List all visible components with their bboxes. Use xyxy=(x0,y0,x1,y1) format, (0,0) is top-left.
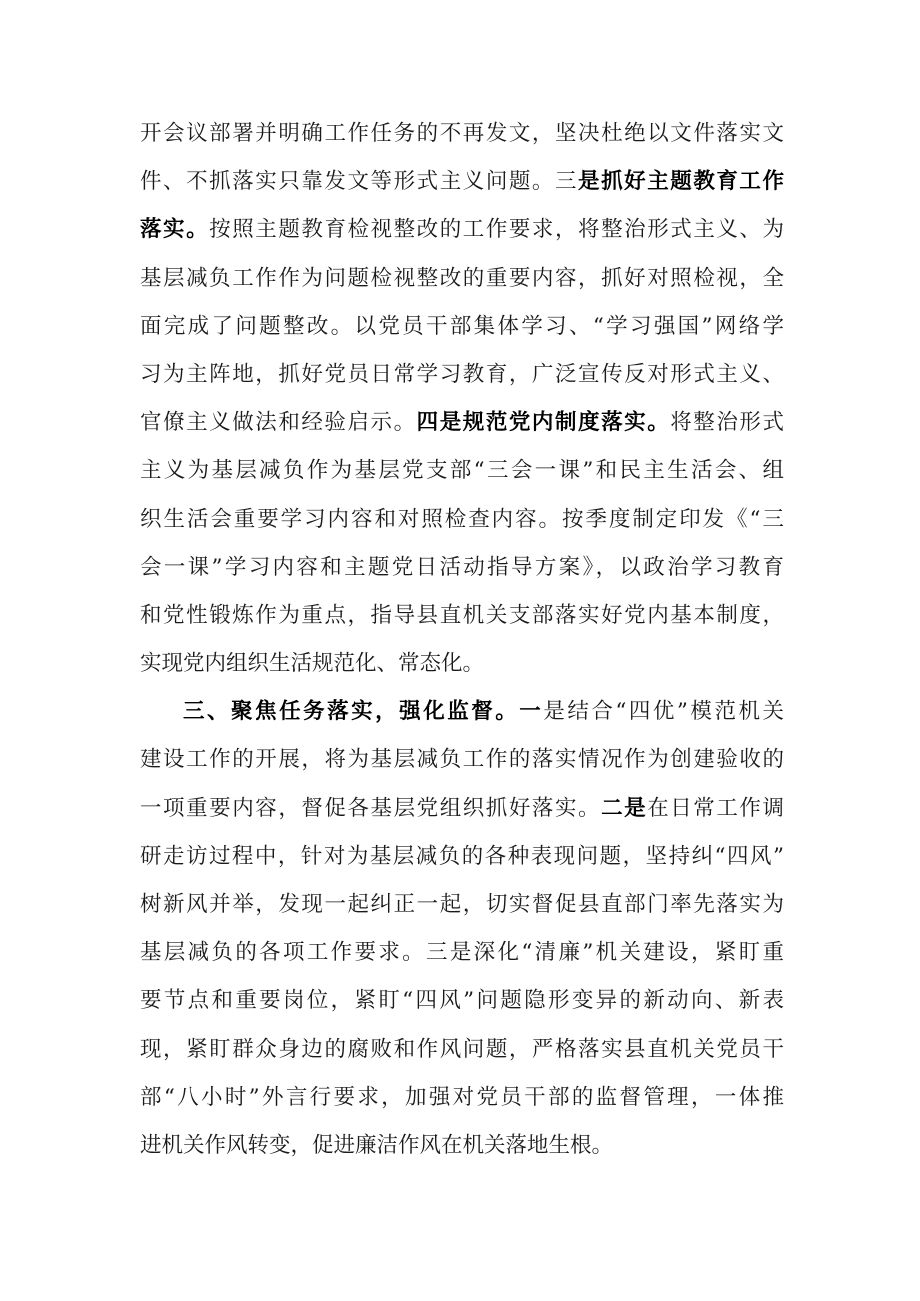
bold-text: 落实。 xyxy=(140,217,210,243)
text-run: 一项重要内容，督促各基层党组织抓好落实。 xyxy=(140,795,602,821)
text-run: 研走访过程中，针对为基层减负的各种表现问题，坚持纠“四风” xyxy=(140,843,784,869)
text-line xyxy=(140,399,784,447)
text-run: 按照主题教育检视整改的工作要求，将整治形式主义、为 xyxy=(209,217,784,243)
text-run: 要节点和重要岗位，紧盯“四风”问题隐形变异的新动向、新表 xyxy=(140,988,784,1014)
text-run: 部“八小时”外言行要求，加强对党员干部的监督管理，一体推 xyxy=(140,1084,784,1110)
text-line xyxy=(140,303,784,351)
text-run: 树新风并举，发现一起纠正一起，切实督促县直部门率先落实为 xyxy=(140,892,784,917)
text-line xyxy=(140,496,784,544)
text-run: 习为主阵地，抓好党员日常学习教育，广泛宣传反对形式主义、 xyxy=(140,361,784,387)
text-run: 面完成了问题整改。以党员干部集体学习、“学习强国”网络学 xyxy=(140,313,784,339)
text-line xyxy=(140,447,784,495)
text-line xyxy=(140,351,784,399)
bold-text: 是抓好主题教育工作 xyxy=(578,169,784,195)
text-run: 进机关作风转变，促进廉洁作风在机关落地生根。 xyxy=(140,1132,614,1158)
text-run: 织生活会重要学习内容和对照检查内容。按季度制定印发《“三 xyxy=(140,506,784,532)
document-body xyxy=(140,110,784,1170)
text-line xyxy=(140,1026,784,1074)
text-line xyxy=(140,1122,784,1170)
text-line xyxy=(140,206,784,254)
text-line xyxy=(140,977,784,1025)
text-line xyxy=(140,736,784,784)
text-line xyxy=(140,1074,784,1122)
text-line xyxy=(140,785,784,833)
text-line xyxy=(140,544,784,592)
text-line xyxy=(140,833,784,881)
text-run: 基层减负的各项工作要求。三是深化“清廉”机关建设，紧盯重 xyxy=(140,940,784,966)
text-run: 建设工作的开展，将为基层减负工作的落实情况作为创建验收的 xyxy=(140,747,784,773)
text-run: 主义为基层减负作为基层党支部“三会一课”和民主生活会、组 xyxy=(140,458,784,484)
text-line xyxy=(140,929,784,977)
bold-text: 三、聚焦任务落实，强化监督。一 xyxy=(183,699,544,725)
text-run: 件、不抓落实只靠发文等形式主义问题。三 xyxy=(140,169,579,195)
text-line xyxy=(140,592,784,640)
bold-text: 二是 xyxy=(601,795,648,821)
text-run: 官僚主义做法和经验启示。 xyxy=(140,410,417,436)
text-run: 和党性锻炼作为重点，指导县直机关支部落实好党内基本制度， xyxy=(140,602,784,628)
text-line xyxy=(140,640,784,688)
text-run: 开会议部署并明确工作任务的不再发文，坚决杜绝以文件落实文 xyxy=(140,121,784,146)
text-run: 会一课”学习内容和主题党日活动指导方案》，以政治学习教育 xyxy=(140,554,784,580)
text-line xyxy=(140,688,784,736)
text-line xyxy=(140,110,784,158)
text-run: 是结合“四优”模范机关 xyxy=(543,699,784,725)
text-run: 基层减负工作作为问题检视整改的重要内容，抓好对照检视，全 xyxy=(140,265,784,291)
text-line xyxy=(140,881,784,929)
text-run: 现，紧盯群众身边的腐败和作风问题，严格落实县直机关党员干 xyxy=(140,1036,784,1062)
text-run: 在日常工作调 xyxy=(647,795,784,821)
text-run: 将整治形式 xyxy=(670,410,784,436)
bold-text: 四是规范党内制度落实。 xyxy=(416,410,671,436)
text-line xyxy=(140,158,784,206)
text-run: 实现党内组织生活规范化、常态化。 xyxy=(140,651,485,677)
text-line xyxy=(140,255,784,303)
